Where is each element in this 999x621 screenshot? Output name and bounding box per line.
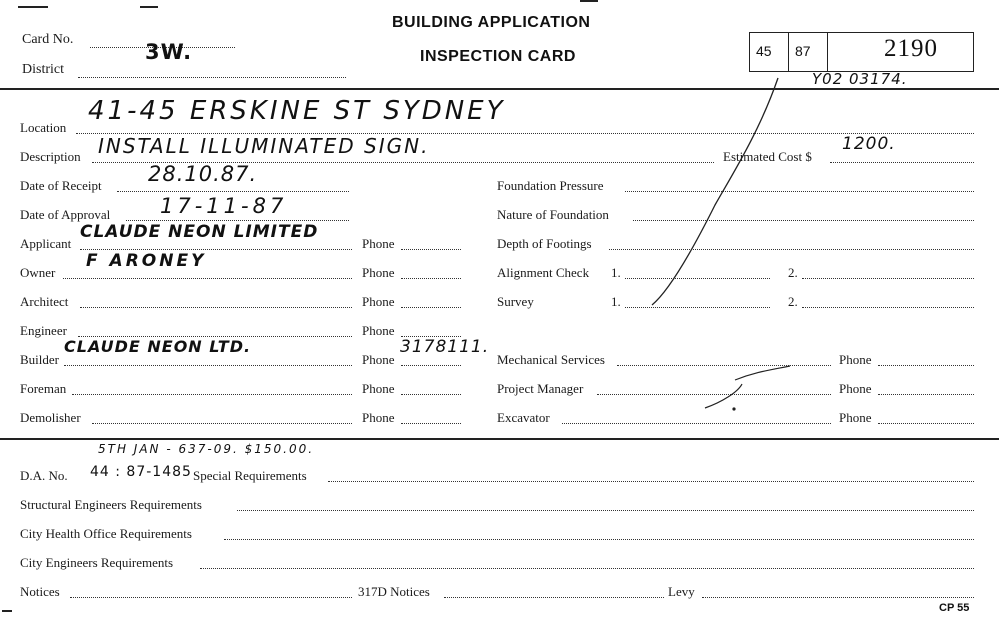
demolisher-label: Demolisher: [20, 410, 81, 425]
notices-label: Notices: [20, 584, 60, 599]
mechanical-services-phone-label: Phone: [839, 352, 872, 367]
excavator-label: Excavator: [497, 410, 550, 425]
structural-engineers-label: Structural Engineers Requirements: [20, 497, 202, 512]
depth-of-footings-label: Depth of Footings: [497, 236, 592, 251]
description-value: INSTALL ILLUMINATED SIGN.: [98, 134, 430, 158]
alignment-check-item-1: 1.: [611, 265, 621, 280]
demolisher-phone-label: Phone: [362, 410, 395, 425]
ref-box-3-value: 2190: [884, 35, 938, 62]
levy-label: Levy: [668, 584, 695, 599]
owner-value: F ARONEY: [86, 251, 207, 271]
builder-phone-label: Phone: [362, 352, 395, 367]
317d-notices-label: 317D Notices: [358, 584, 430, 599]
form-code: CP 55: [939, 602, 970, 614]
survey-label: Survey: [497, 294, 534, 309]
card-no-value: 3W.: [145, 40, 193, 64]
applicant-value: CLAUDE NEON LIMITED: [80, 222, 319, 242]
city-engineers-label: City Engineers Requirements: [20, 555, 174, 570]
da-no-value: 44 : 87-1485: [90, 464, 192, 480]
title-line-1: BUILDING APPLICATION: [392, 14, 591, 31]
alignment-check-label: Alignment Check: [497, 265, 590, 280]
date-of-receipt-label: Date of Receipt: [20, 178, 102, 193]
date-of-receipt-value: 28.10.87.: [148, 162, 258, 186]
owner-label: Owner: [20, 265, 56, 280]
owner-phone-label: Phone: [362, 265, 395, 280]
engineer-phone-label: Phone: [362, 323, 395, 338]
survey-item-2: 2.: [788, 294, 798, 309]
applicant-label: Applicant: [20, 236, 72, 251]
divider-bottom: [0, 438, 999, 440]
architect-label: Architect: [20, 294, 69, 309]
excavator-phone-label: Phone: [839, 410, 872, 425]
builder-phone-value: 3178111.: [400, 337, 490, 357]
box-note: Y02 03174.: [812, 70, 908, 88]
mechanical-services-label: Mechanical Services: [497, 352, 605, 367]
date-of-approval-value: 17-11-87: [160, 194, 288, 218]
description-label: Description: [20, 149, 81, 164]
foundation-pressure-label: Foundation Pressure: [497, 178, 604, 193]
engineer-label: Engineer: [20, 323, 67, 338]
estimated-cost-label: Estimated Cost $: [723, 149, 812, 164]
location-value: 41-45 ERSKINE ST SYDNEY: [88, 96, 506, 126]
title-line-2: INSPECTION CARD: [420, 48, 576, 65]
builder-label: Builder: [20, 352, 59, 367]
architect-phone-label: Phone: [362, 294, 395, 309]
nature-of-foundation-label: Nature of Foundation: [497, 207, 609, 222]
da-no-label: D.A. No.: [20, 468, 68, 483]
city-health-office-label: City Health Office Requirements: [20, 526, 192, 541]
builder-value: CLAUDE NEON LTD.: [64, 337, 252, 356]
ref-box-2-value: 87: [795, 43, 811, 59]
foreman-phone-label: Phone: [362, 381, 395, 396]
applicant-phone-label: Phone: [362, 236, 395, 251]
foreman-label: Foreman: [20, 381, 67, 396]
card-no-label: Card No.: [22, 32, 74, 47]
ref-box-1-value: 45: [756, 43, 772, 59]
alignment-check-item-2: 2.: [788, 265, 798, 280]
location-label: Location: [20, 120, 67, 135]
corner-mark: [2, 610, 12, 612]
estimated-cost-value: 1200.: [842, 134, 896, 154]
district-label: District: [22, 62, 64, 77]
project-manager-phone-label: Phone: [839, 381, 872, 396]
requirements-note: 5TH JAN - 637-09. $150.00.: [98, 442, 315, 456]
project-manager-label: Project Manager: [497, 381, 584, 396]
special-requirements-label: Special Requirements: [193, 468, 307, 483]
survey-item-1: 1.: [611, 294, 621, 309]
date-of-approval-label: Date of Approval: [20, 207, 111, 222]
